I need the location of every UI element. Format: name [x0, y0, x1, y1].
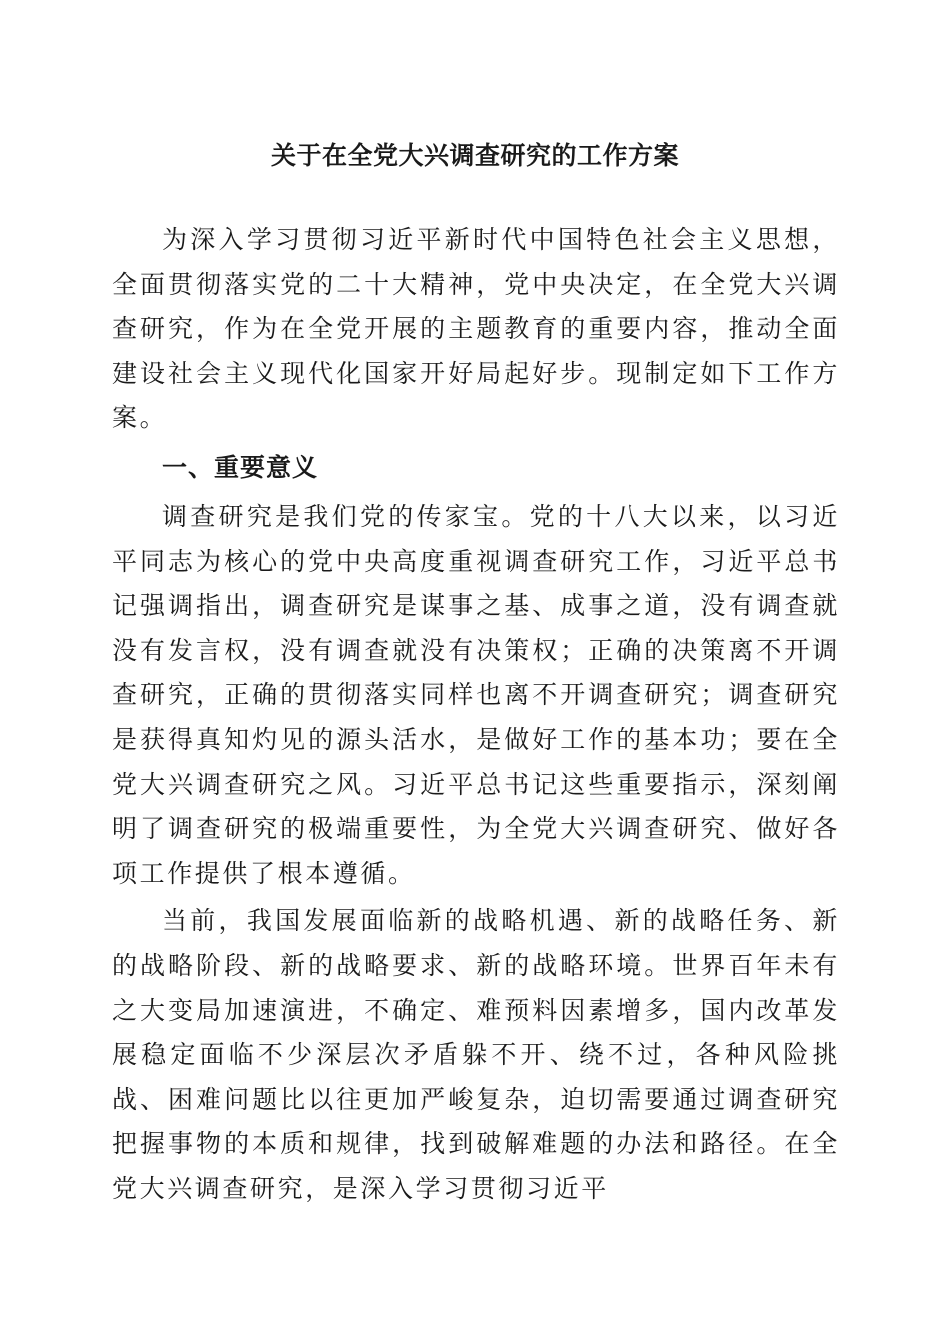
body-paragraph-2: 当前，我国发展面临新的战略机遇、新的战略任务、新的战略阶段、新的战略要求、新的战略环境。世界百年未有之大变局加速演进，不确定、难预料因素增多，国内改革发展稳定面临不少深层次矛盾躲不开、绕不过，各种风险挑战、困难问题比以往更加严峻复杂，迫切需要通过调查研究把握事物的本质和规律，找到破解难题的办法和路径。在全党大兴调查研究，是深入学习贯彻习近平	[112, 906, 840, 1203]
section-heading: 一、重要意义	[162, 452, 319, 482]
body-paragraph-1: 调查研究是我们党的传家宝。党的十八大以来，以习近平同志为核心的党中央高度重视调查研究工作，习近平总书记强调指出，调查研究是谋事之基、成事之道，没有调查就没有发言权，没有调查就没有决策权；正确的决策离不开调查研究，正确的贯彻落实同样也离不开调查研究；调查研究是获得真知灼见的源头活水，是做好工作的基本功；要在全党大兴调查研究之风。习近平总书记这些重要指示，深刻阐明了调查研究的极端重要性，为全党大兴调查研究、做好各项工作提供了根本遵循。	[112, 501, 840, 888]
document-body	[112, 218, 840, 1211]
intro-paragraph: 为深入学习贯彻习近平新时代中国特色社会主义思想，全面贯彻落实党的二十大精神，党中央决定，在全党大兴调查研究，作为在全党开展的主题教育的重要内容，推动全面建设社会主义现代化国家开好局起好步。现制定如下工作方案。	[112, 225, 840, 433]
document-title: 关于在全党大兴调查研究的工作方案	[270, 141, 679, 170]
